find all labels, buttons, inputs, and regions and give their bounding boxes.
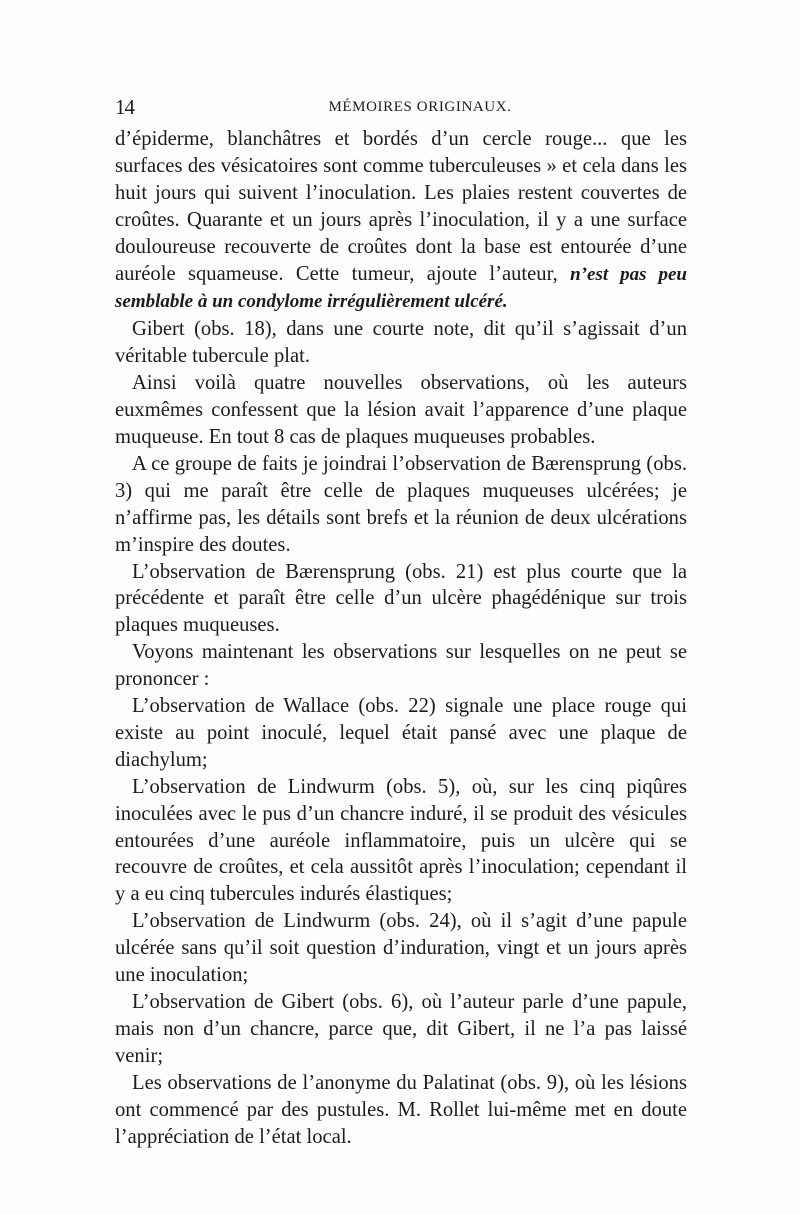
paragraph: L’observation de Gibert (obs. 6), où l’auteur parle d’une papule, mais non d’un chancre, parce que, dit Gibert, il ne l’a pas laissé venir; [115,991,687,1067]
paragraph-text: d’épiderme, blanchâtres et bordés d’un cercle rouge... que les surfaces des vésicatoires sont comme tuberculeuses » et cela dans les huit jours qui suivent l’inoculation. Les plaies restent couvertes de croûtes. Quarante et un jours après l’inoculation, il y a une surface douloureuse recouverte de croûtes dont la base est entourée d’une auréole squameuse. Cette tumeur, ajoute l’auteur, [115,128,687,285]
paragraph: L’observation de Bærensprung (obs. 21) est plus courte que la précédente et paraît être celle d’un ulcère phagédénique sur trois plaques muqueuses. [115,560,687,637]
running-title: MÉMOIRES ORIGINAUX. [328,99,512,115]
running-head [115,95,685,123]
paragraph: L’observation de Lindwurm (obs. 5), où, sur les cinq piqûres inoculées avec le pus d’un chancre induré, il se produit des vésicules entourées d’une auréole inflammatoire, puis un ulcère qui se recouvre de croûtes, et cela aussitôt après l’inoculation; cependant il y a eu cinq tubercules indurés élastiques; [115,775,687,906]
paragraph: Les observations de l’anonyme du Palatinat (obs. 9), où les lésions ont commencé par des pustules. M. Rollet lui-même met en doute l’appréciation de l’état local. [115,1071,687,1148]
paragraph-continuation [115,126,687,316]
paragraph: L’observation de Wallace (obs. 22) signale une place rouge qui existe au point inoculé, lequel était pansé avec une plaque de diachylum; [115,695,687,771]
paragraph: Ainsi voilà quatre nouvelles observations, où les auteurs euxmêmes confessent que la lésion avait l’apparence d’une plaque muqueuse. En tout 8 cas de plaques muqueuses probables. [115,372,687,448]
paragraph: Voyons maintenant les observations sur lesquelles on ne peut se prononcer : [115,641,687,691]
paragraph: Gibert (obs. 18), dans une courte note, dit qu’il s’agissait d’un véritable tubercule plat. [115,318,687,368]
page-number: 14 [115,95,134,119]
paragraph: A ce groupe de faits je joindrai l’observation de Bærensprung (obs. 3) qui me paraît être celle de plaques muqueuses ulcérées; je n’affirme pas, les détails sont brefs et la réunion de deux ulcérations m’inspire des doutes. [115,452,687,556]
body-text [115,126,687,1150]
italic-quote: n’est pas peu semblable à un condylome irrégulièrement ulcéré. [115,263,687,313]
paragraph: L’observation de Lindwurm (obs. 24), où il s’agit d’une papule ulcérée sans qu’il soit question d’induration, vingt et un jours après une inoculation; [115,910,687,987]
